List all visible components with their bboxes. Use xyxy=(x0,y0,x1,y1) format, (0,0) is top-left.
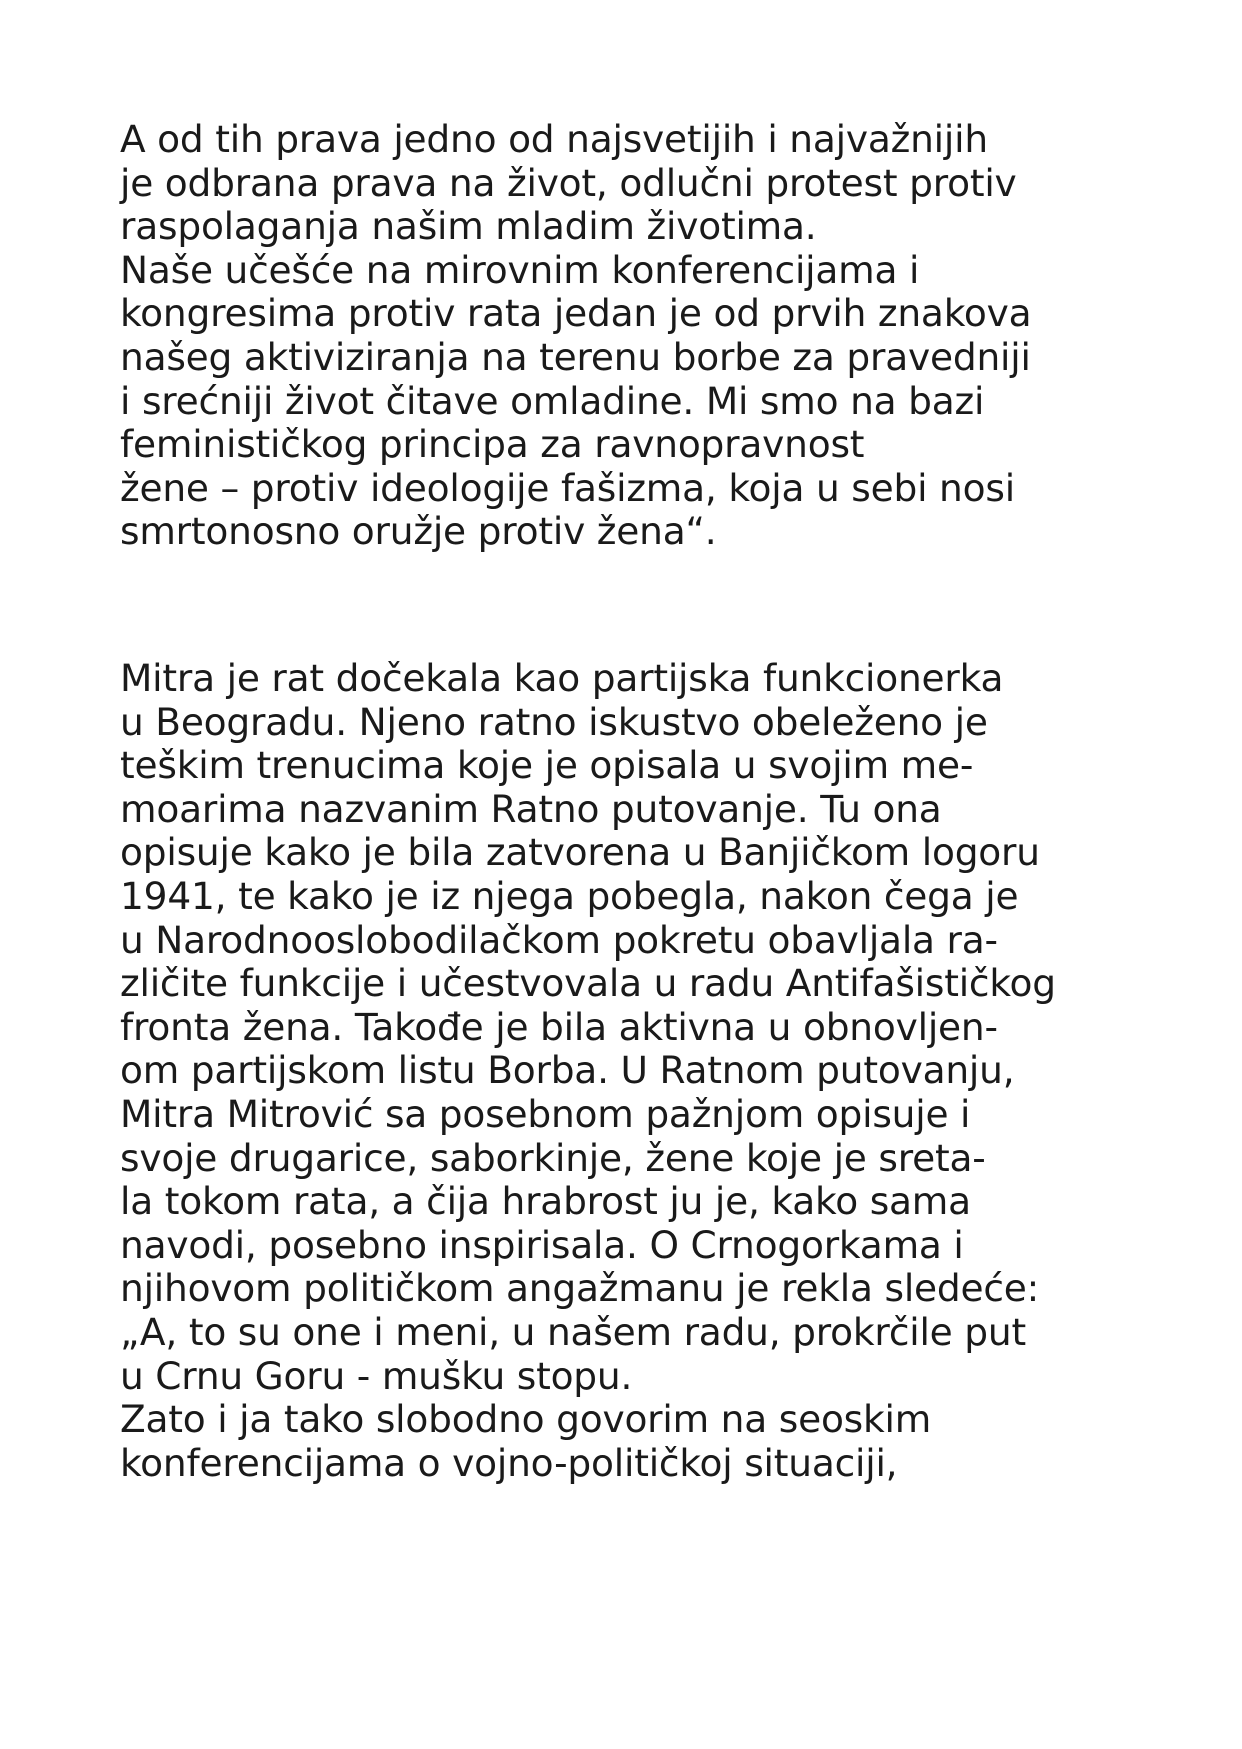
text-line: „A, to su one i meni, u našem radu, prokrčile put xyxy=(120,1309,1026,1354)
text-line: zličite funkcije i učestvovala u radu Antifašističkog xyxy=(120,961,1056,1006)
text-line: u Crnu Goru - mušku stopu. xyxy=(120,1353,633,1398)
paragraph-2 xyxy=(120,657,1140,1485)
text-line: smrtonosno oružje protiv žena“. xyxy=(120,509,717,554)
text-line: je odbrana prava na život, odlučni protest protiv xyxy=(120,160,1017,205)
text-line: navodi, posebno inspirisala. O Crnogorkama i xyxy=(120,1222,964,1267)
text-line: A od tih prava jedno od najsvetijih i najvažnijih xyxy=(120,117,988,161)
text-line: fronta žena. Takođe je bila aktivna u obnovljen- xyxy=(120,1004,998,1049)
text-line: žene – protiv ideologije fašizma, koja u sebi nosi xyxy=(120,465,1015,510)
text-line: njihovom političkom angažmanu je rekla sledeće: xyxy=(120,1266,1040,1311)
text-line: teškim trenucima koje je opisala u svojim me- xyxy=(120,743,974,788)
text-line: om partijskom listu Borba. U Ratnom putovanju, xyxy=(120,1048,1015,1093)
text-line: našeg aktiviziranja na terenu borbe za pravedniji xyxy=(120,334,1031,379)
text-line: u Beogradu. Njeno ratno iskustvo obeleženo je xyxy=(120,699,988,744)
text-line: kongresima protiv rata jedan je od prvih znakova xyxy=(120,291,1032,336)
text-line: moarima nazvanim Ratno putovanje. Tu ona xyxy=(120,786,942,831)
paragraph-1 xyxy=(120,118,1140,554)
text-line: feminističkog principa za ravnopravnost xyxy=(120,422,865,467)
text-line: svoje drugarice, saborkinje, žene koje je sreta- xyxy=(120,1135,986,1180)
text-line: Naše učešće na mirovnim konferencijama i xyxy=(120,247,920,292)
text-line: i srećniji život čitave omladine. Mi smo na bazi xyxy=(120,378,985,423)
text-line: opisuje kako je bila zatvorena u Banjičkom logoru xyxy=(120,830,1040,875)
text-line: u Narodnooslobodilačkom pokretu obavljala ra- xyxy=(120,917,998,962)
text-line: raspolaganja našim mladim životima. xyxy=(120,204,817,249)
text-line: konferencijama o vojno-političkoj situaciji, xyxy=(120,1440,898,1485)
text-line: 1941, te kako je iz njega pobegla, nakon čega je xyxy=(120,873,1019,918)
text-line: Mitra Mitrović sa posebnom pažnjom opisuje i xyxy=(120,1091,971,1136)
text-line: la tokom rata, a čija hrabrost ju je, kako sama xyxy=(120,1179,971,1224)
text-line: Mitra je rat dočekala kao partijska funkcionerka xyxy=(120,656,1004,700)
text-line: Zato i ja tako slobodno govorim na seoskim xyxy=(120,1397,932,1442)
